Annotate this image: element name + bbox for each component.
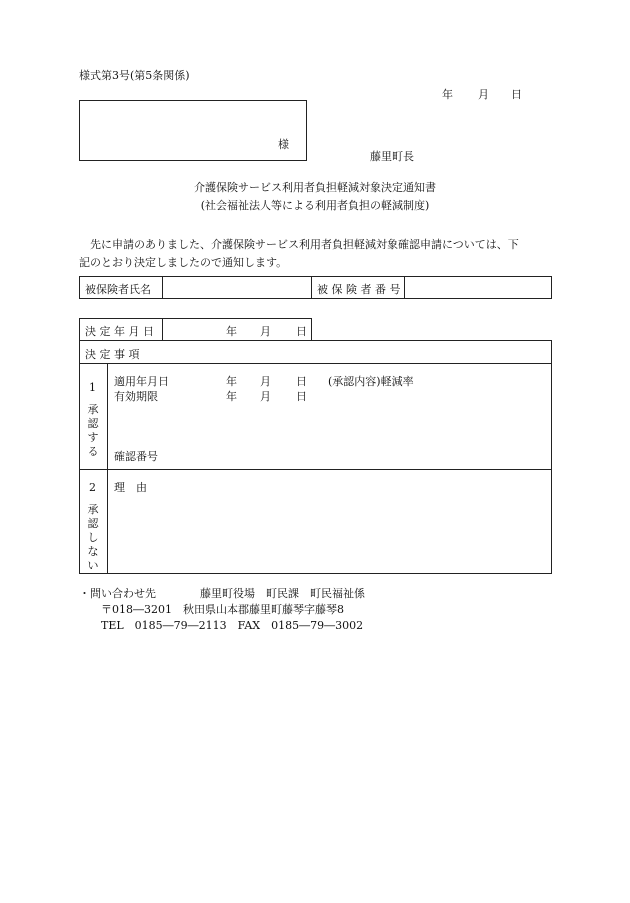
approve-number: 1 bbox=[89, 381, 96, 394]
contact-address: 〒018―3201 秋田県山本郡藤里町藤琴字藤琴8 bbox=[101, 603, 344, 616]
decision-date-row bbox=[79, 318, 312, 341]
confirm-number-label: 確認番号 bbox=[114, 450, 158, 463]
decision-items-table bbox=[79, 340, 552, 574]
insured-number-label: 被 保 険 者 番 号 bbox=[317, 283, 401, 296]
approve-vertical-label: 承 認 す る bbox=[87, 403, 99, 458]
decision-date-year: 年 bbox=[226, 325, 237, 338]
contact-organization: 藤里町役場 町民課 町民福祉係 bbox=[200, 587, 365, 600]
applied-date-label: 適用年月日 bbox=[114, 375, 169, 388]
insured-number-field[interactable] bbox=[405, 277, 551, 298]
applied-date-day: 日 bbox=[296, 375, 307, 388]
valid-period-label: 有効期限 bbox=[114, 390, 158, 403]
date-day: 日 bbox=[511, 88, 522, 101]
decision-date-month: 月 bbox=[260, 325, 271, 338]
decision-items-header: 決 定 事 項 bbox=[85, 348, 140, 361]
deny-reason-field[interactable] bbox=[108, 496, 551, 573]
document-subtitle: (社会福祉法人等による利用者負担の軽減制度) bbox=[200, 199, 430, 212]
deny-vertical-label: 承 認 し な い bbox=[87, 503, 99, 572]
insured-table bbox=[79, 276, 552, 299]
decision-date-label: 決 定 年 月 日 bbox=[85, 325, 154, 338]
document-title: 介護保険サービス利用者負担軽減対象決定通知書 bbox=[194, 181, 436, 194]
approval-content-label: (承認内容)軽減率 bbox=[328, 375, 414, 388]
valid-period-day: 日 bbox=[296, 390, 307, 403]
addressee-box bbox=[79, 100, 307, 161]
issuer: 藤里町長 bbox=[370, 150, 414, 163]
insured-name-label: 被保険者氏名 bbox=[85, 283, 151, 296]
date-month: 月 bbox=[478, 88, 489, 101]
form-number: 様式第3号(第5条関係) bbox=[79, 69, 190, 82]
body-text-line2: 記のとおり決定しましたので通知します。 bbox=[79, 256, 288, 269]
insured-name-field[interactable] bbox=[163, 277, 311, 298]
contact-phone-fax: TEL 0185―79―2113 FAX 0185―79―3002 bbox=[101, 619, 364, 632]
applied-date-year: 年 bbox=[226, 375, 237, 388]
body-text-line1: 先に申請のありました、介護保険サービス利用者負担軽減対象確認申請については、下 bbox=[90, 238, 519, 251]
applied-date-month: 月 bbox=[260, 375, 271, 388]
deny-number: 2 bbox=[89, 481, 96, 494]
date-year: 年 bbox=[442, 88, 453, 101]
addressee-honorific: 様 bbox=[278, 138, 289, 151]
valid-period-month: 月 bbox=[260, 390, 271, 403]
deny-reason-label: 理 由 bbox=[114, 481, 147, 494]
decision-date-day: 日 bbox=[296, 325, 307, 338]
valid-period-year: 年 bbox=[226, 390, 237, 403]
contact-label: ・問い合わせ先 bbox=[79, 587, 156, 600]
